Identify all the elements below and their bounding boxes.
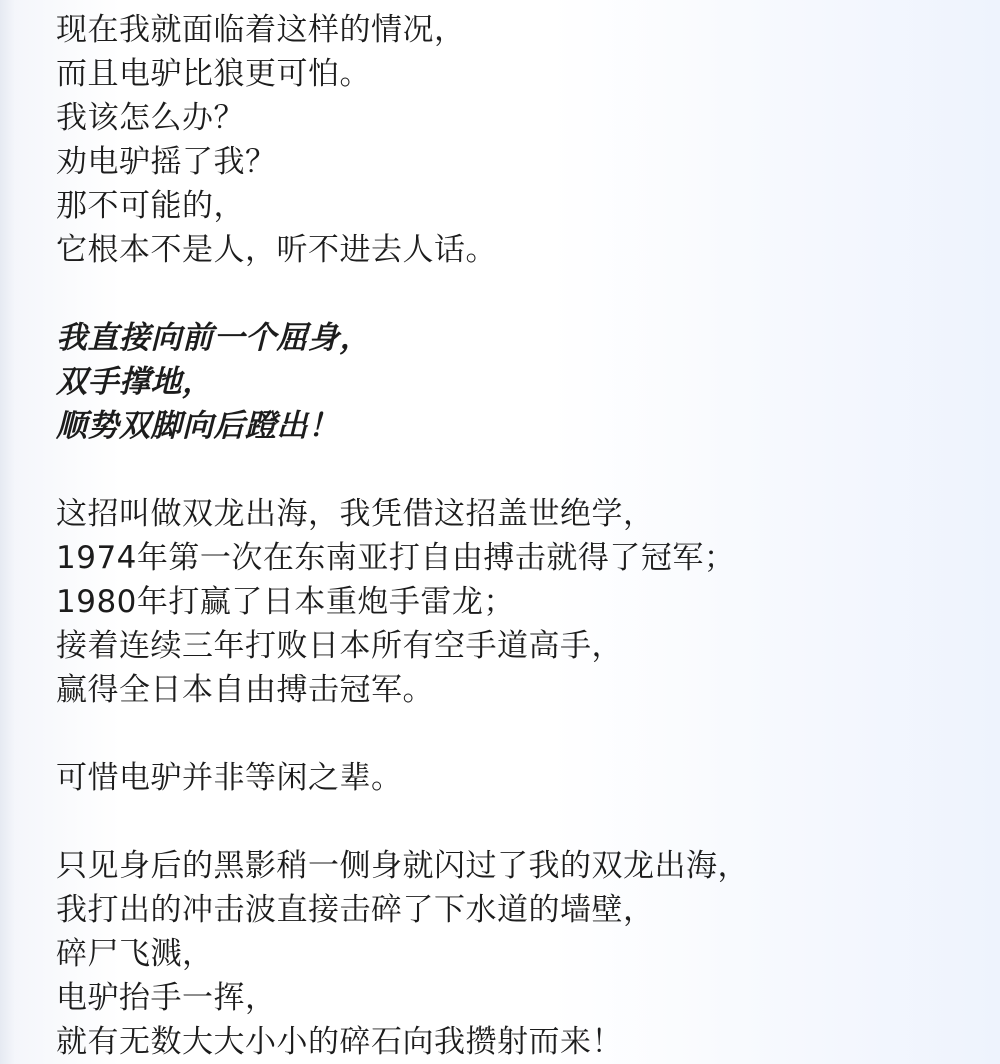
- text-line: 可惜电驴并非等闲之辈。: [56, 760, 403, 796]
- text-line: 碎尸飞溅，: [56, 936, 214, 972]
- text-line: 那不可能的，: [56, 188, 245, 224]
- text-line: 劝电驴摇了我？: [56, 144, 277, 180]
- text-line: 现在我就面临着这样的情况，: [56, 12, 466, 48]
- text-line: 它根本不是人，听不进去人话。: [56, 232, 497, 268]
- text-line: 而且电驴比狼更可怕。: [56, 56, 371, 92]
- paragraph-gap: [56, 712, 986, 756]
- paragraph-5: [56, 844, 986, 1064]
- text-line: 只见身后的黑影稍一侧身就闪过了我的双龙出海，: [56, 848, 749, 884]
- text-line: 我该怎么办？: [56, 100, 245, 136]
- text-body: [56, 8, 986, 1064]
- text-line: 这招叫做双龙出海，我凭借这招盖世绝学，: [56, 496, 655, 532]
- paragraph-2-emphasis: [56, 316, 986, 448]
- text-line-bold: 顺势双脚向后蹬出！: [56, 408, 340, 444]
- paragraph-1: [56, 8, 986, 272]
- text-line-bold: 双手撑地，: [56, 364, 214, 400]
- paragraph-gap: [56, 448, 986, 492]
- text-line: 电驴抬手一挥，: [56, 980, 277, 1016]
- text-line: 1980年打赢了日本重炮手雷龙；: [56, 584, 515, 620]
- text-line-bold: 我直接向前一个屈身，: [56, 320, 371, 356]
- text-line: 赢得全日本自由搏击冠军。: [56, 672, 434, 708]
- paragraph-gap: [56, 800, 986, 844]
- text-line: 我打出的冲击波直接击碎了下水道的墙壁，: [56, 892, 655, 928]
- text-line: 接着连续三年打败日本所有空手道高手，: [56, 628, 623, 664]
- paragraph-4: [56, 756, 986, 800]
- paragraph-gap: [56, 272, 986, 316]
- text-line: 就有无数大大小小的碎石向我攒射而来！: [56, 1024, 623, 1060]
- text-line: 1974年第一次在东南亚打自由搏击就得了冠军；: [56, 540, 736, 576]
- left-margin-strip: [0, 0, 14, 1064]
- paragraph-3: [56, 492, 986, 712]
